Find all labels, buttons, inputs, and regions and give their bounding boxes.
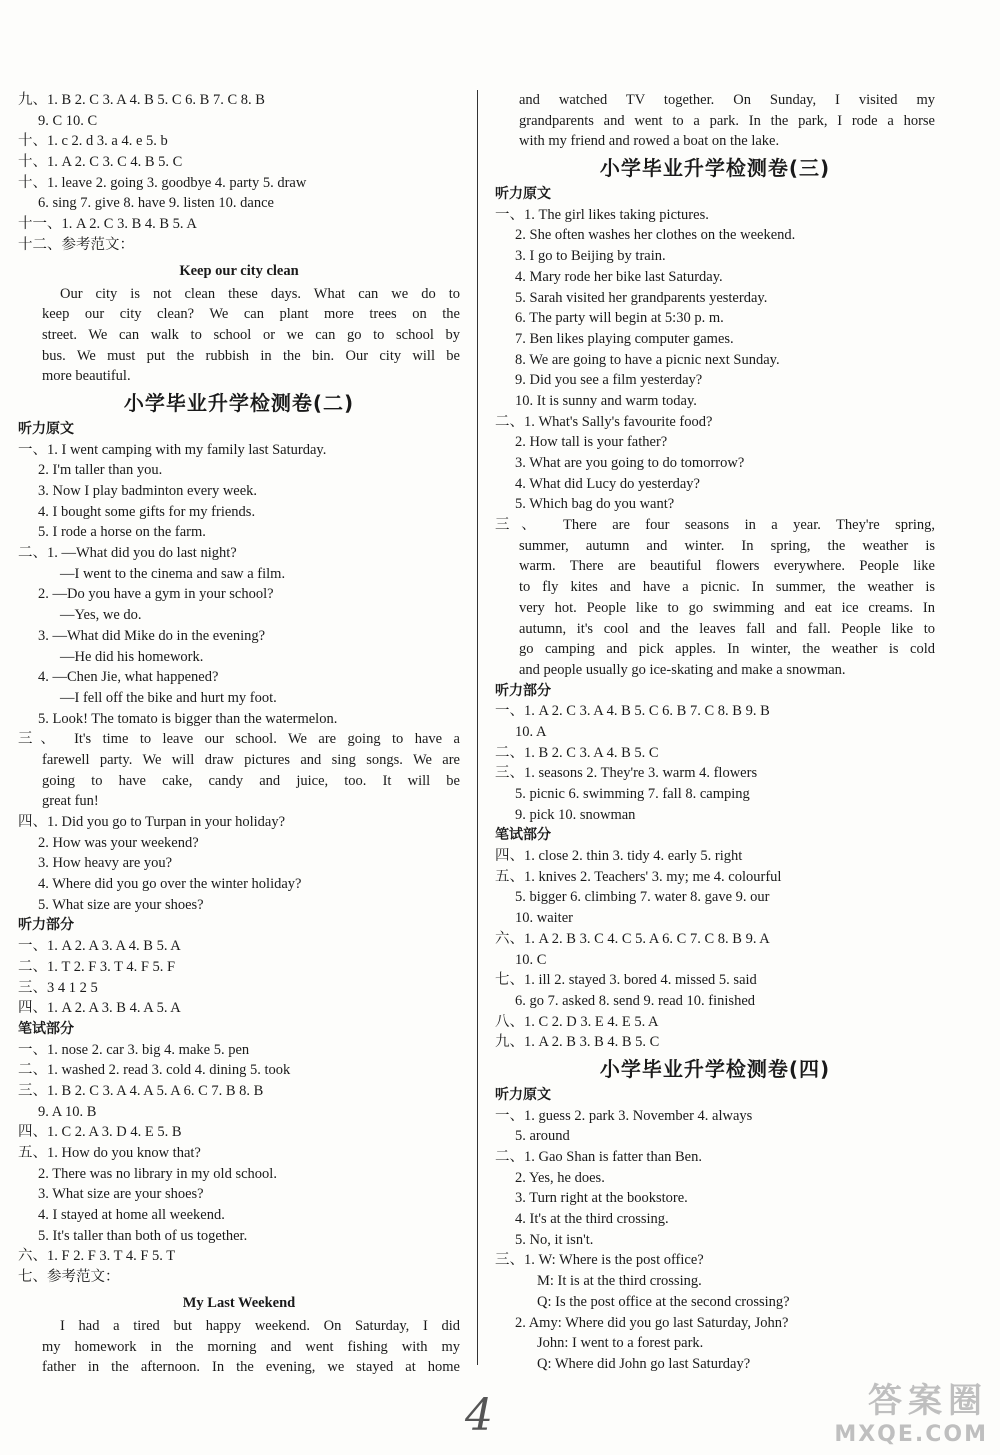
- paragraph-line: go camping and pick apples. In winter, the weather is cold: [519, 641, 935, 658]
- answer-line: 2. How tall is your father?: [515, 434, 668, 451]
- subsection-heading: 听力原文: [18, 420, 74, 437]
- answer-line: 六、1. F 2. F 3. T 4. F 5. T: [18, 1248, 176, 1265]
- answer-line: 10. A: [515, 723, 547, 740]
- paragraph-line: father in the afternoon. In the evening, we stayed at home: [42, 1359, 460, 1376]
- answer-line: 2. Yes, he does.: [515, 1169, 605, 1186]
- answer-line: 2. She often washes her clothes on the weekend.: [515, 227, 796, 244]
- answer-line: 四、1. close 2. thin 3. tidy 4. early 5. right: [495, 848, 743, 865]
- answer-line: 2. —Do you have a gym in your school?: [38, 586, 274, 603]
- answer-line: 3. What size are your shoes?: [38, 1186, 204, 1203]
- answer-line: 2. How was your weekend?: [38, 834, 199, 851]
- watermark-text: 答案圈: [868, 1381, 988, 1421]
- answer-line: 三、1. B 2. C 3. A 4. A 5. A 6. C 7. B 8. B: [18, 1082, 264, 1099]
- watermark-url: MXQE.COM: [834, 1422, 988, 1447]
- answer-line: 6. go 7. asked 8. send 9. read 10. finished: [515, 992, 756, 1009]
- answer-line: 二、1. —What did you do last night?: [18, 545, 237, 562]
- answer-line: 七、参考范文：: [18, 1269, 120, 1286]
- essay-title: Keep our city clean: [179, 262, 299, 279]
- answer-line: 3. Turn right at the bookstore.: [515, 1190, 688, 1207]
- answer-line: 9. pick 10. snowman: [515, 806, 636, 823]
- column-divider: [477, 90, 478, 1365]
- paragraph-line: grandparents and went to a park. In the park, I rode a horse: [519, 112, 935, 129]
- answer-line: 二、1. B 2. C 3. A 4. B 5. C: [495, 744, 659, 761]
- answer-line: 5. picnic 6. swimming 7. fall 8. camping: [515, 786, 750, 802]
- subsection-heading: 听力部分: [18, 917, 74, 934]
- answer-line: 一、1. The girl likes taking pictures.: [495, 206, 709, 223]
- answer-line: 10. C: [515, 951, 547, 968]
- answer-line: 十、1. c 2. d 3. a 4. e 5. b: [18, 133, 168, 150]
- paragraph-line: 三、 It's time to leave our school. We are going to have a: [18, 731, 460, 748]
- answer-line: 九、1. A 2. B 3. B 4. B 5. C: [495, 1034, 660, 1051]
- paragraph-line: autumn, it's cool and the leaves fall and fall. People like to: [519, 620, 935, 637]
- answer-line: 十、1. A 2. C 3. C 4. B 5. C: [18, 154, 183, 171]
- answer-line: 一、1. A 2. C 3. A 4. B 5. C 6. B 7. C 8. B 9. B: [495, 703, 770, 720]
- answer-line: 八、1. C 2. D 3. E 4. E 5. A: [495, 1013, 659, 1030]
- answer-line: 3. I go to Beijing by train.: [515, 248, 666, 265]
- answer-line: 四、1. C 2. A 3. D 4. E 5. B: [18, 1124, 182, 1141]
- answer-line: 2. Amy: Where did you go last Saturday, John?: [515, 1314, 789, 1331]
- answer-line: 五、1. knives 2. Teachers' 3. my; me 4. colourful: [495, 868, 782, 885]
- answer-line: 4. It's at the third crossing.: [515, 1211, 669, 1228]
- answer-line: 6. sing 7. give 8. have 9. listen 10. dance: [38, 195, 274, 212]
- answer-line: 5. I rode a horse on the farm.: [38, 524, 206, 541]
- paragraph-line: summer, autumn and winter. In spring, the weather is: [519, 537, 935, 554]
- answer-line: 三、1. W: Where is the post office?: [495, 1252, 704, 1269]
- answer-line: Q: Is the post office at the second crossing?: [537, 1293, 790, 1310]
- answer-line: 十二、参考范文：: [18, 236, 134, 253]
- answer-line: 一、1. guess 2. park 3. November 4. always: [495, 1107, 753, 1124]
- answer-line: 7. Ben likes playing computer games.: [515, 330, 734, 347]
- paragraph-line: street. We can walk to school or we can go to school by: [42, 326, 460, 343]
- answer-line: 6. The party will begin at 5:30 p. m.: [515, 310, 724, 327]
- paragraph-line: warm. There are beautiful flowers everywhere. People like: [519, 558, 935, 575]
- paragraph-line: very hot. People like to go swimming and eat ice creams. In: [519, 599, 935, 616]
- answer-line: 5. Sarah visited her grandparents yesterday.: [515, 289, 768, 306]
- paragraph-line: and people usually go ice-skating and make a snowman.: [519, 661, 846, 678]
- section-title: 小学毕业升学检测卷(二): [123, 390, 355, 415]
- answer-line: —I fell off the bike and hurt my foot.: [60, 689, 277, 706]
- answer-line: —He did his homework.: [60, 648, 204, 665]
- answer-line: 一、1. A 2. A 3. A 4. B 5. A: [18, 938, 181, 955]
- answer-line: 二、1. T 2. F 3. T 4. F 5. F: [18, 958, 176, 975]
- paragraph-line: with my friend and rowed a boat on the lake.: [519, 133, 780, 150]
- answer-line: 4. I bought some gifts for my friends.: [38, 503, 256, 520]
- paragraph-line: farewell party. We will draw pictures and sing songs. We are: [42, 751, 460, 768]
- answer-line: 4. —Chen Jie, what happened?: [38, 669, 219, 686]
- answer-line: 六、1. A 2. B 3. C 4. C 5. A 6. C 7. C 8. B 9. A: [495, 930, 770, 947]
- answer-line: 七、1. ill 2. stayed 3. bored 4. missed 5. said: [495, 972, 757, 989]
- page-number: 4: [465, 1390, 493, 1441]
- answer-line: Q: Where did John go last Saturday?: [537, 1355, 751, 1372]
- answer-line: 十、1. leave 2. going 3. goodbye 4. party 5. draw: [18, 174, 307, 191]
- section-title: 小学毕业升学检测卷(四): [599, 1056, 831, 1081]
- paragraph-line: bus. We must put the rubbish in the bin. Our city will be: [42, 347, 460, 364]
- paragraph-line: Our city is not clean these days. What can we do to: [60, 285, 460, 302]
- answer-line: 9. Did you see a film yesterday?: [515, 372, 703, 389]
- paragraph-line: and watched TV together. On Sunday, I visited my: [519, 92, 935, 108]
- essay-title: My Last Weekend: [182, 1294, 296, 1311]
- answer-line: 2. There was no library in my old school.: [38, 1165, 277, 1182]
- left-column: [18, 90, 460, 1378]
- answer-line: 4. I stayed at home all weekend.: [38, 1207, 225, 1224]
- section-title: 小学毕业升学检测卷(三): [599, 156, 831, 181]
- answer-line: 5. Look! The tomato is bigger than the watermelon.: [38, 710, 338, 727]
- answer-line: 4. What did Lucy do yesterday?: [515, 475, 700, 492]
- answer-line: —Yes, we do.: [60, 607, 142, 624]
- answer-line: 二、1. washed 2. read 3. cold 4. dining 5. took: [18, 1062, 291, 1079]
- answer-line: 5. around: [515, 1128, 570, 1145]
- answer-line: 二、1. Gao Shan is fatter than Ben.: [495, 1149, 702, 1165]
- paragraph-line: keep our city clean? We can plant more trees on the: [42, 306, 460, 323]
- paragraph-line: to fly kites and have a picnic. In summer, the weather is: [519, 579, 935, 596]
- answer-line: 5. bigger 6. climbing 7. water 8. gave 9. our: [515, 889, 770, 906]
- subsection-heading: 笔试部分: [495, 827, 551, 844]
- answer-line: 9. A 10. B: [38, 1103, 97, 1120]
- answer-line: 5. Which bag do you want?: [515, 496, 675, 513]
- paragraph-line: great fun!: [42, 793, 99, 810]
- answer-line: 九、1. B 2. C 3. A 4. B 5. C 6. B 7. C 8. B: [18, 92, 265, 108]
- answer-line: 三、3 4 1 2 5: [18, 979, 98, 996]
- answer-line: 4. Where did you go over the winter holiday?: [38, 876, 302, 893]
- answer-line: 3. What are you going to do tomorrow?: [515, 455, 745, 471]
- answer-line: 三、1. seasons 2. They're 3. warm 4. flowers: [495, 765, 758, 782]
- answer-line: 二、1. What's Sally's favourite food?: [495, 413, 713, 430]
- paragraph-line: going to have cake, candy and juice, too. It will be: [42, 772, 460, 789]
- answer-line: 9. C 10. C: [38, 112, 98, 129]
- answer-line: —I went to the cinema and saw a film.: [60, 565, 286, 582]
- answer-line: 四、1. Did you go to Turpan in your holiday?: [18, 814, 286, 830]
- subsection-heading: 听力原文: [495, 1086, 551, 1103]
- answer-line: M: It is at the third crossing.: [537, 1273, 702, 1290]
- answer-line: 一、1. nose 2. car 3. big 4. make 5. pen: [18, 1041, 250, 1058]
- paragraph-line: more beautiful.: [42, 368, 131, 385]
- answer-line: 2. I'm taller than you.: [38, 462, 163, 479]
- answer-line: 10. It is sunny and warm today.: [515, 392, 697, 409]
- subsection-heading: 听力原文: [495, 186, 551, 203]
- answer-line: 一、1. I went camping with my family last Saturday.: [18, 441, 327, 458]
- answer-line: 5. What size are your shoes?: [38, 896, 204, 913]
- paragraph-line: 三、 There are four seasons in a year. They're spring,: [495, 517, 935, 534]
- subsection-heading: 笔试部分: [18, 1020, 74, 1037]
- answer-line: 3. How heavy are you?: [38, 855, 173, 872]
- answer-line: 3. Now I play badminton every week.: [38, 483, 258, 499]
- right-column: [495, 90, 935, 1375]
- answer-line: 5. It's taller than both of us together.: [38, 1227, 248, 1244]
- answer-line: 10. waiter: [515, 910, 573, 927]
- watermark: [834, 1373, 988, 1447]
- answer-line: 5. No, it isn't.: [515, 1231, 594, 1248]
- answer-line: 3. —What did Mike do in the evening?: [38, 627, 266, 644]
- answer-line: 十一、1. A 2. C 3. B 4. B 5. A: [18, 216, 197, 233]
- paragraph-line: I had a tired but happy weekend. On Saturday, I did: [60, 1317, 460, 1334]
- paragraph-line: my homework in the morning and went fishing with my: [42, 1338, 460, 1355]
- answer-line: 4. Mary rode her bike last Saturday.: [515, 268, 723, 285]
- answer-line: 四、1. A 2. A 3. B 4. A 5. A: [18, 1000, 181, 1017]
- answer-line: John: I went to a forest park.: [537, 1335, 704, 1352]
- answer-line: 8. We are going to have a picnic next Sunday.: [515, 351, 780, 368]
- answer-line: 五、1. How do you know that?: [18, 1145, 201, 1161]
- subsection-heading: 听力部分: [495, 682, 551, 699]
